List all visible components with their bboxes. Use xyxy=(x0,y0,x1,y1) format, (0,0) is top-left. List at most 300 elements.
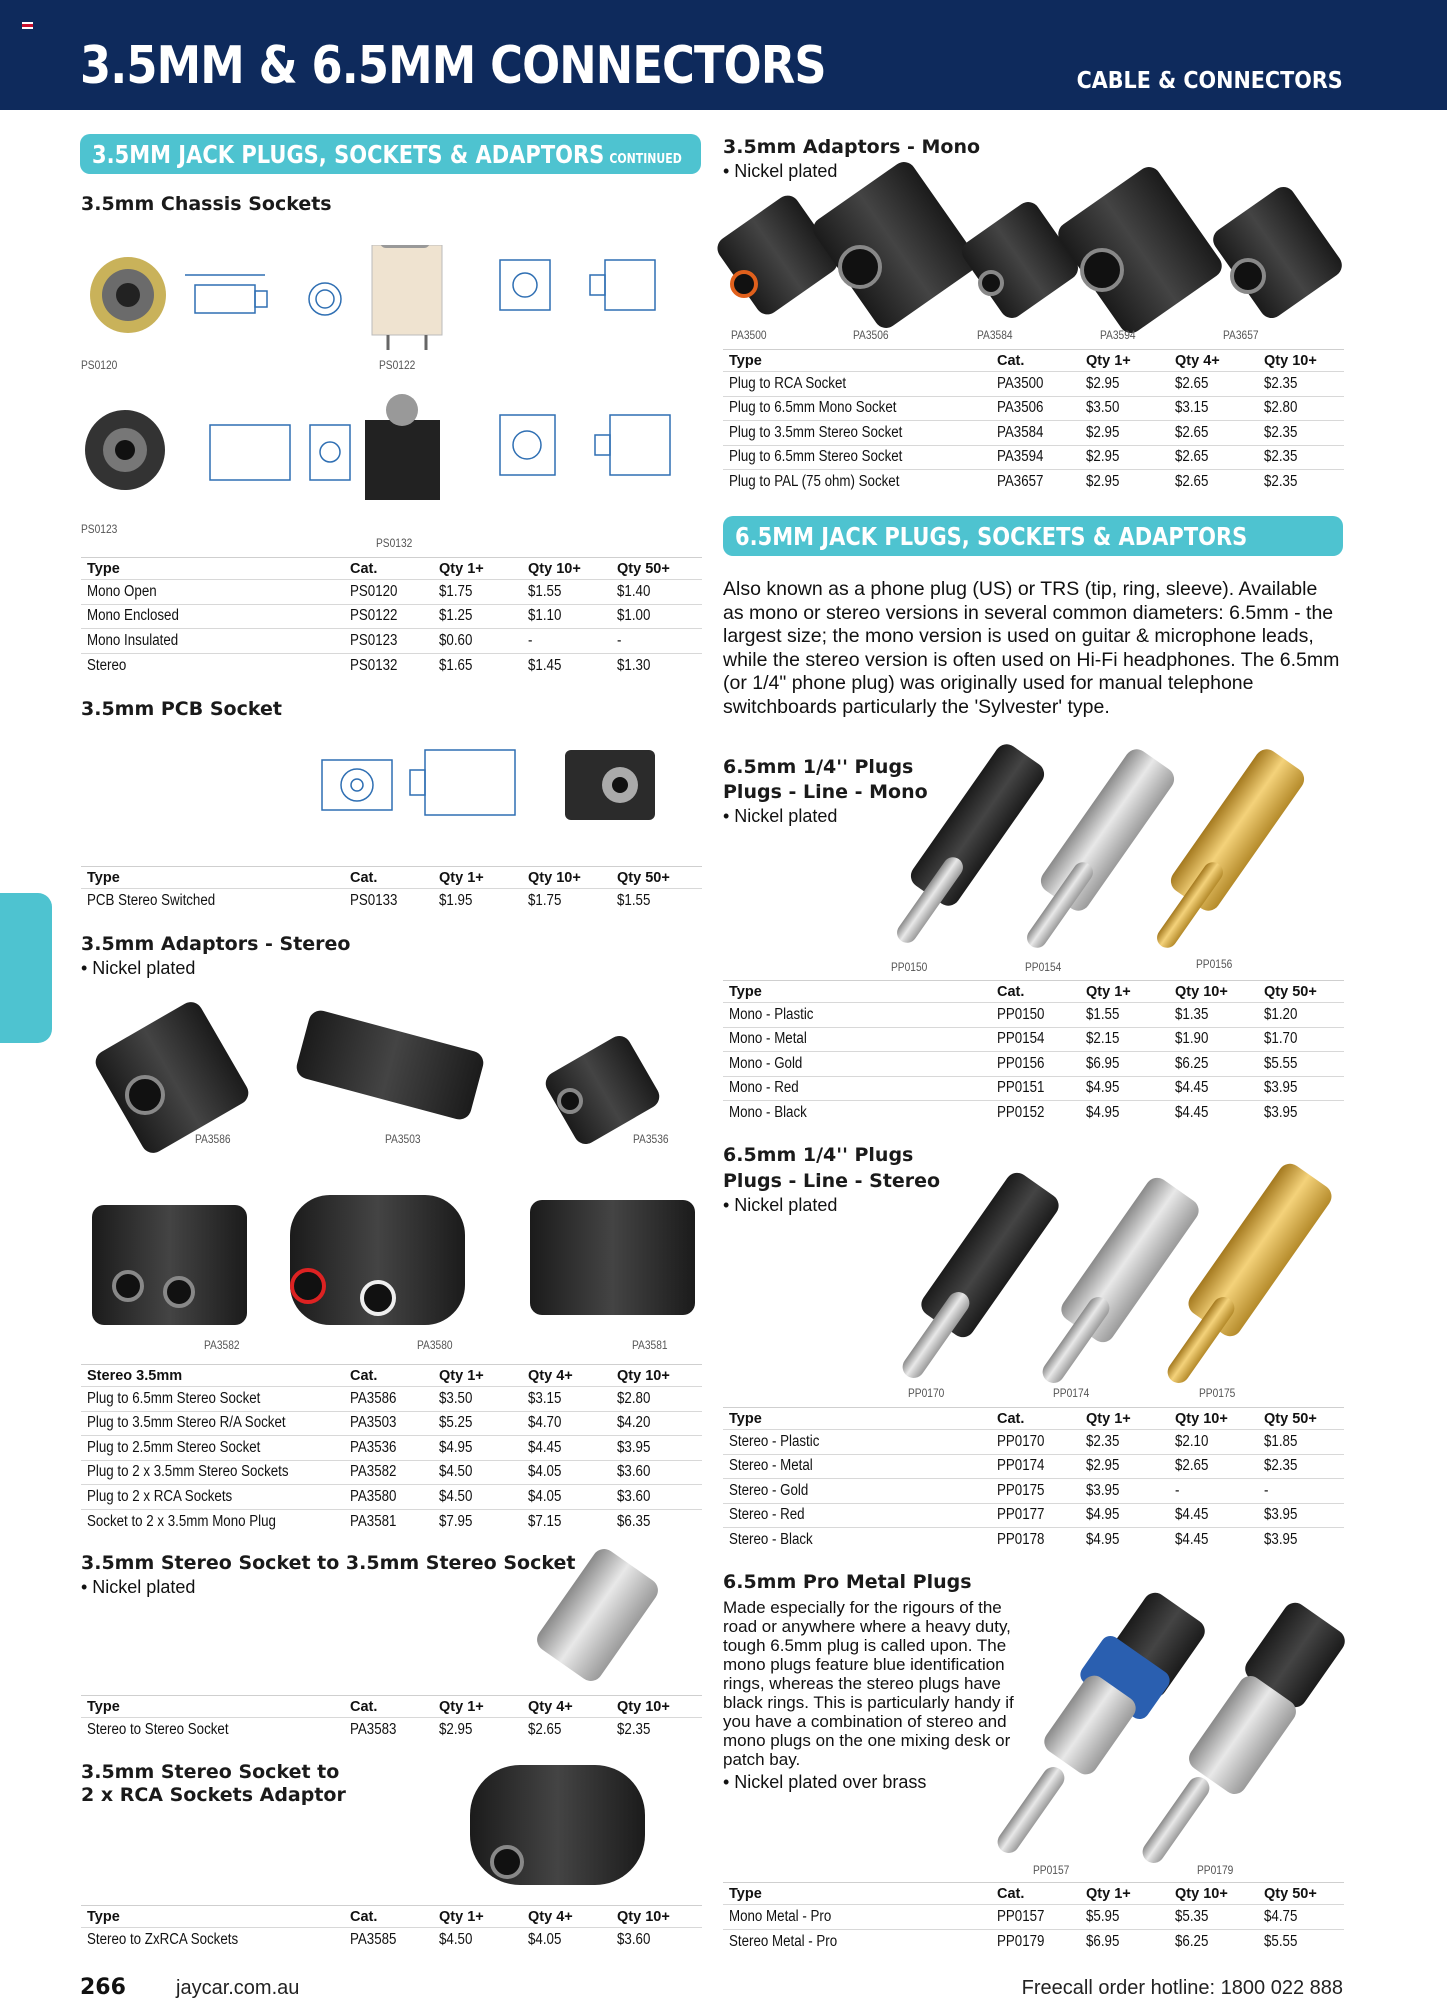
table-header-cell: Type xyxy=(81,1696,344,1718)
table-cell xyxy=(81,1718,344,1743)
table-row xyxy=(723,1076,1344,1101)
table-adaptors-stereo xyxy=(81,1364,702,1534)
cell-text: Mono - Metal xyxy=(729,1030,807,1048)
cell-text: Plug to 2 x RCA Sockets xyxy=(87,1487,233,1505)
table-header-cell: Qty 10+ xyxy=(522,867,611,889)
heading-adaptors-stereo: 3.5mm Adaptors - Stereo xyxy=(81,933,351,955)
table-row xyxy=(81,1718,702,1743)
cell-text: $2.35 xyxy=(1086,1432,1120,1450)
table-header-cell: Qty 50+ xyxy=(1258,981,1344,1003)
table-cell xyxy=(1169,1101,1258,1126)
cell-text: $6.95 xyxy=(1086,1932,1120,1950)
cell-text: $3.95 xyxy=(1264,1104,1298,1121)
table-cell xyxy=(522,1436,611,1461)
table-cell xyxy=(991,1430,1080,1455)
cell-text: $3.95 xyxy=(1264,1079,1298,1097)
table-cell xyxy=(433,1387,522,1412)
table-header-cell: Qty 50+ xyxy=(611,867,702,889)
table-cell xyxy=(1080,1454,1169,1479)
table-header-cell: Qty 1+ xyxy=(1080,350,1169,372)
table-cell xyxy=(991,396,1080,421)
table-cell xyxy=(723,1003,991,1028)
cell-text: Stereo - Gold xyxy=(729,1481,809,1499)
table-cell xyxy=(1080,372,1169,397)
caption-pa3500: PA3500 xyxy=(731,328,767,342)
table-header-cell: Qty 10+ xyxy=(1169,981,1258,1003)
cell-text: Stereo - Black xyxy=(729,1531,813,1548)
cell-text: Plug to 6.5mm Stereo Socket xyxy=(729,448,903,466)
table-cell xyxy=(991,1003,1080,1028)
cell-text: PA3503 xyxy=(350,1414,397,1432)
cell-text: $5.55 xyxy=(1264,1054,1298,1072)
caption-ps0123: PS0123 xyxy=(81,522,118,536)
cell-text: $4.45 xyxy=(1175,1104,1209,1121)
heading-mono-plugs-2: Plugs - Line - Mono xyxy=(723,781,928,803)
cell-text: $3.95 xyxy=(617,1438,651,1456)
chassis-socket-drawings xyxy=(80,245,700,545)
table-header-cell: Type xyxy=(81,1906,344,1928)
cell-text: $2.65 xyxy=(528,1721,562,1738)
cell-text: $3.95 xyxy=(1264,1531,1298,1548)
table-cell xyxy=(991,1905,1080,1930)
cell-text: $2.65 xyxy=(1175,473,1209,490)
cell-text: $2.65 xyxy=(1175,448,1209,466)
cell-text: $3.95 xyxy=(1086,1481,1120,1499)
cell-text: PS0133 xyxy=(350,892,398,909)
website-url[interactable]: jaycar.com.au xyxy=(176,1977,300,1999)
heading-stereo-plugs-1: 6.5mm 1/4'' Plugs xyxy=(723,1144,914,1166)
cell-text: $4.45 xyxy=(528,1438,562,1456)
cell-text: $1.10 xyxy=(528,607,562,625)
cell-text: $2.15 xyxy=(1086,1030,1120,1048)
table-cell xyxy=(1169,1528,1258,1553)
cell-text: $1.85 xyxy=(1264,1432,1298,1450)
cell-text: $5.35 xyxy=(1175,1907,1209,1925)
table-cell xyxy=(723,1929,991,1954)
table-cell xyxy=(611,1928,702,1953)
heading-stereo-socket-to-socket: 3.5mm Stereo Socket to 3.5mm Stereo Socket xyxy=(81,1552,576,1574)
table-cell xyxy=(611,1485,702,1510)
cell-text: $1.75 xyxy=(439,582,473,600)
table-header-cell: Qty 10+ xyxy=(611,1696,702,1718)
table-cell xyxy=(991,1929,1080,1954)
table-cell xyxy=(344,580,433,605)
cell-text: $4.45 xyxy=(1175,1531,1209,1548)
page-header xyxy=(0,0,1447,110)
caption-pp0179: PP0179 xyxy=(1197,1863,1234,1877)
cell-text: $2.35 xyxy=(617,1721,651,1738)
cell-text: $2.95 xyxy=(1086,1457,1120,1475)
table-cell xyxy=(1169,1454,1258,1479)
cell-text: $3.60 xyxy=(617,1931,651,1948)
cell-text: $1.45 xyxy=(528,656,562,674)
cell-text: Mono - Red xyxy=(729,1079,799,1097)
table-header-cell: Type xyxy=(81,867,344,889)
caption-ps0132: PS0132 xyxy=(376,536,413,550)
cell-text: $3.50 xyxy=(1086,399,1120,417)
caption-pp0170: PP0170 xyxy=(908,1386,945,1400)
cell-text: $2.35 xyxy=(1264,473,1298,490)
table-cell xyxy=(522,1509,611,1534)
cell-text: $4.05 xyxy=(528,1487,562,1505)
cell-text: - xyxy=(528,631,533,649)
table-header-cell: Qty 4+ xyxy=(522,1365,611,1387)
cell-text: Plug to 3.5mm Stereo R/A Socket xyxy=(87,1414,286,1432)
table-cell xyxy=(611,1718,702,1743)
table-cell xyxy=(522,604,611,629)
table-cell xyxy=(611,1387,702,1412)
table-header-cell: Cat. xyxy=(991,1883,1080,1905)
cell-text: PA3536 xyxy=(350,1438,397,1456)
cell-text: $4.45 xyxy=(1175,1079,1209,1097)
caption-ps0122: PS0122 xyxy=(379,358,416,372)
table-cell xyxy=(723,396,991,421)
cell-text: $0.60 xyxy=(439,631,473,649)
cell-text: $4.95 xyxy=(1086,1506,1120,1524)
table-cell xyxy=(1080,445,1169,470)
table-cell xyxy=(1258,1003,1344,1028)
caption-pp0154: PP0154 xyxy=(1025,960,1062,974)
table-cell xyxy=(1169,1503,1258,1528)
cell-text: $1.70 xyxy=(1264,1030,1298,1048)
table-cell xyxy=(81,1485,344,1510)
rca-socket-hole xyxy=(490,1845,524,1879)
cell-text: Plug to 6.5mm Stereo Socket xyxy=(87,1389,261,1407)
caption-pp0175: PP0175 xyxy=(1199,1386,1236,1400)
table-mono-plugs xyxy=(723,980,1344,1125)
table-cell xyxy=(81,1436,344,1461)
table-row xyxy=(81,580,702,605)
cell-text: $1.20 xyxy=(1264,1005,1298,1023)
table-cell xyxy=(723,1027,991,1052)
table-cell xyxy=(723,1503,991,1528)
table-row xyxy=(81,1509,702,1534)
table-cell xyxy=(991,445,1080,470)
table-cell xyxy=(1080,1027,1169,1052)
table-row xyxy=(723,421,1344,446)
cell-text: $1.55 xyxy=(617,892,651,909)
table-cell xyxy=(433,1928,522,1953)
table-header xyxy=(81,1365,702,1387)
caption-pa3536: PA3536 xyxy=(633,1132,669,1146)
table-cell xyxy=(611,889,702,914)
table-cell xyxy=(723,1101,991,1126)
table-header-cell: Qty 1+ xyxy=(433,1365,522,1387)
table-cell xyxy=(433,889,522,914)
table-cell xyxy=(1169,470,1258,495)
cell-text: $6.35 xyxy=(617,1512,651,1530)
table-cell xyxy=(344,1928,433,1953)
table-cell xyxy=(1169,372,1258,397)
cell-text: $2.80 xyxy=(1264,399,1298,417)
table-pro-metal-plugs xyxy=(723,1882,1344,1954)
table-cell xyxy=(1258,396,1344,421)
table-header xyxy=(723,1408,1344,1430)
cell-text: Mono Metal - Pro xyxy=(729,1907,832,1925)
cell-text: PA3580 xyxy=(350,1487,397,1505)
caption-pp0156: PP0156 xyxy=(1196,957,1233,971)
table-cell xyxy=(1080,1528,1169,1553)
table-header-cell: Qty 1+ xyxy=(433,1906,522,1928)
heading-rca-adaptor-1: 3.5mm Stereo Socket to xyxy=(81,1761,340,1783)
table-cell xyxy=(723,1454,991,1479)
table-cell xyxy=(522,1485,611,1510)
table-row xyxy=(723,1430,1344,1455)
table-header xyxy=(723,350,1344,372)
cell-text: $3.50 xyxy=(439,1389,473,1407)
table-header-cell: Qty 10+ xyxy=(611,1365,702,1387)
table-cell xyxy=(1258,1479,1344,1504)
intro-paragraph: Also known as a phone plug (US) or TRS (tip, ring, sleeve). Available as mono or stereo versions in several common diameters: 6.5mm - the largest size; the mono version is used on guitar & microphone leads, while the stereo version is often used on Hi-Fi headphones. The 6.5mm (or 1/4" phone plug) was originally used for manual telephone switchboards particularly the 'Sylvester' type. xyxy=(723,578,1340,718)
col-type: Type xyxy=(81,558,344,580)
cell-text: $4.05 xyxy=(528,1463,562,1481)
page-title: 3.5MM & 6.5MM CONNECTORS xyxy=(80,36,826,96)
table-cell xyxy=(1169,445,1258,470)
table-row xyxy=(81,604,702,629)
caption-pa3580: PA3580 xyxy=(417,1338,453,1352)
cell-text: Mono - Gold xyxy=(729,1054,803,1072)
table-cell xyxy=(344,1509,433,1534)
table-row xyxy=(723,372,1344,397)
table-cell xyxy=(344,629,433,654)
table-cell xyxy=(433,1436,522,1461)
cell-text: $2.35 xyxy=(1264,448,1298,466)
table-cell xyxy=(991,1101,1080,1126)
table-cell xyxy=(1169,1479,1258,1504)
cell-text: $1.95 xyxy=(439,892,473,909)
table-cell xyxy=(1080,1929,1169,1954)
pcb-socket-drawing xyxy=(300,730,700,855)
table-cell xyxy=(433,580,522,605)
cell-text: PP0151 xyxy=(997,1079,1045,1097)
table-cell xyxy=(1080,1101,1169,1126)
table-row xyxy=(723,1503,1344,1528)
table-cell xyxy=(723,1479,991,1504)
cell-text: $3.95 xyxy=(1264,1506,1298,1524)
cell-text: $4.75 xyxy=(1264,1907,1298,1925)
table-cell xyxy=(1258,1929,1344,1954)
cell-text: $2.95 xyxy=(1086,423,1120,441)
table-cell xyxy=(723,1528,991,1553)
cell-text: $3.60 xyxy=(617,1463,651,1481)
table-cell xyxy=(991,1076,1080,1101)
cell-text: - xyxy=(1264,1481,1269,1499)
cell-text: PA3585 xyxy=(350,1931,397,1948)
table-cell xyxy=(344,653,433,678)
table-cell xyxy=(1258,1027,1344,1052)
table-cell xyxy=(81,1387,344,1412)
cell-text: Stereo to Stereo Socket xyxy=(87,1721,229,1738)
cell-text: Plug to 2 x 3.5mm Stereo Sockets xyxy=(87,1463,289,1481)
table-stereo-plugs xyxy=(723,1407,1344,1552)
cell-text: Stereo - Metal xyxy=(729,1457,813,1475)
caption-pa3657: PA3657 xyxy=(1223,328,1259,342)
cell-text: $7.15 xyxy=(528,1512,562,1530)
cell-text: $6.25 xyxy=(1175,1932,1209,1950)
cell-text: Plug to PAL (75 ohm) Socket xyxy=(729,473,900,490)
heading-chassis-sockets: 3.5mm Chassis Sockets xyxy=(81,193,332,215)
cell-text: $2.95 xyxy=(1086,374,1120,392)
table-cell xyxy=(1080,1905,1169,1930)
cell-text: $4.50 xyxy=(439,1487,473,1505)
table-cell xyxy=(991,470,1080,495)
table-cell xyxy=(1080,1503,1169,1528)
table-cell xyxy=(1258,445,1344,470)
table-cell xyxy=(1258,1430,1344,1455)
table-cell xyxy=(1169,1076,1258,1101)
table-cell xyxy=(1169,1003,1258,1028)
cell-text: PP0179 xyxy=(997,1932,1045,1950)
table-header xyxy=(723,981,1344,1003)
cell-text: Stereo Metal - Pro xyxy=(729,1932,838,1950)
table-header-cell: Qty 10+ xyxy=(1258,350,1344,372)
table-cell xyxy=(991,421,1080,446)
table-header-cell: Cat. xyxy=(991,1408,1080,1430)
table-header-cell: Cat. xyxy=(991,981,1080,1003)
cell-text: Plug to 3.5mm Stereo Socket xyxy=(729,423,903,441)
table-cell xyxy=(81,580,344,605)
caption-pp0174: PP0174 xyxy=(1053,1386,1090,1400)
table-cell xyxy=(433,1509,522,1534)
cell-text: $1.35 xyxy=(1175,1005,1209,1023)
cell-text: Mono Open xyxy=(87,582,157,600)
table-header-cell: Qty 4+ xyxy=(1169,350,1258,372)
bullet-nickel-plated: • Nickel plated xyxy=(81,1577,196,1597)
cell-text: Mono - Plastic xyxy=(729,1005,814,1023)
table-header-cell: Qty 50+ xyxy=(1258,1883,1344,1905)
cell-text: $2.35 xyxy=(1264,423,1298,441)
table-cell xyxy=(991,372,1080,397)
cell-text: PP0175 xyxy=(997,1481,1045,1499)
table-cell xyxy=(991,1503,1080,1528)
table-cell xyxy=(522,1387,611,1412)
bullet-nickel-plated: • Nickel plated xyxy=(81,958,196,978)
cell-text: $1.75 xyxy=(528,892,562,909)
cell-text: $1.90 xyxy=(1175,1030,1209,1048)
table-row xyxy=(81,1436,702,1461)
table-cell xyxy=(433,604,522,629)
table-cell xyxy=(1258,372,1344,397)
table-cell xyxy=(344,1460,433,1485)
cell-text: Plug to 6.5mm Mono Socket xyxy=(729,399,897,417)
cell-text: - xyxy=(1175,1481,1180,1499)
cell-text: PP0150 xyxy=(997,1005,1045,1023)
table-header-cell: Qty 4+ xyxy=(522,1696,611,1718)
table-cell xyxy=(522,889,611,914)
heading-pcb-socket: 3.5mm PCB Socket xyxy=(81,698,282,720)
cell-text: PS0132 xyxy=(350,656,398,674)
table-header-cell: Stereo 3.5mm xyxy=(81,1365,344,1387)
table-cell xyxy=(81,1509,344,1534)
heading-rca-adaptor-2: 2 x RCA Sockets Adaptor xyxy=(81,1784,346,1806)
table-row xyxy=(81,1928,702,1953)
table-row xyxy=(723,1027,1344,1052)
table-row xyxy=(723,1101,1344,1126)
table-row xyxy=(723,1528,1344,1553)
table-row xyxy=(81,889,702,914)
cell-text: PP0178 xyxy=(997,1531,1045,1548)
cell-text: PA3657 xyxy=(997,473,1044,490)
cell-text: $1.00 xyxy=(617,607,651,625)
table-cell xyxy=(522,1411,611,1436)
table-cell xyxy=(433,1460,522,1485)
table-cell xyxy=(344,1436,433,1461)
table-header-cell: Cat. xyxy=(344,1696,433,1718)
table-chassis-sockets xyxy=(81,557,702,678)
table-cell xyxy=(81,604,344,629)
table-header xyxy=(723,1883,1344,1905)
cell-text: PP0170 xyxy=(997,1432,1045,1450)
table-cell xyxy=(611,1436,702,1461)
cell-text: $1.65 xyxy=(439,656,473,674)
table-cell xyxy=(433,1485,522,1510)
table-cell xyxy=(81,1460,344,1485)
table-header xyxy=(81,1906,702,1928)
cell-text: PP0177 xyxy=(997,1506,1045,1524)
table-cell xyxy=(81,653,344,678)
caption-pp0157: PP0157 xyxy=(1033,1863,1070,1877)
table-cell xyxy=(723,470,991,495)
table-cell xyxy=(1080,470,1169,495)
table-row xyxy=(81,1411,702,1436)
cell-text: $4.05 xyxy=(528,1931,562,1948)
table-cell xyxy=(1080,421,1169,446)
table-cell xyxy=(1169,421,1258,446)
cell-text: Mono Insulated xyxy=(87,631,179,649)
table-row xyxy=(81,629,702,654)
cell-text: PS0123 xyxy=(350,631,398,649)
section-label: CABLE & CONNECTORS xyxy=(1076,68,1343,94)
table-cell xyxy=(611,604,702,629)
table-row xyxy=(81,1460,702,1485)
bullet-nickel-over-brass: • Nickel plated over brass xyxy=(723,1772,927,1792)
table-header-cell: Qty 10+ xyxy=(1169,1408,1258,1430)
cell-text: $1.30 xyxy=(617,656,651,674)
table-cell xyxy=(522,653,611,678)
table-header-cell: Qty 10+ xyxy=(611,1906,702,1928)
table-header xyxy=(81,558,702,580)
caption-pa3582: PA3582 xyxy=(204,1338,240,1352)
cell-text: PA3583 xyxy=(350,1721,397,1738)
table-row xyxy=(81,1485,702,1510)
section-banner-35mm: 3.5MM JACK PLUGS, SOCKETS & ADAPTORS CONTINUED xyxy=(80,134,701,174)
table-cell xyxy=(723,1905,991,1930)
cell-text: - xyxy=(617,631,622,649)
cell-text: $3.15 xyxy=(1175,399,1209,417)
table-row xyxy=(723,1454,1344,1479)
table-cell xyxy=(522,629,611,654)
heading-stereo-plugs-2: Plugs - Line - Stereo xyxy=(723,1170,941,1192)
bullet-nickel-plated: • Nickel plated xyxy=(723,806,838,826)
cell-text: Stereo - Plastic xyxy=(729,1432,820,1450)
table-cell xyxy=(81,1411,344,1436)
table-cell xyxy=(1169,396,1258,421)
cell-text: PP0157 xyxy=(997,1907,1045,1925)
col-qty10: Qty 10+ xyxy=(522,558,611,580)
table-cell xyxy=(723,1052,991,1077)
table-cell xyxy=(991,1052,1080,1077)
table-cell xyxy=(991,1454,1080,1479)
table-cell xyxy=(1080,1052,1169,1077)
table-cell xyxy=(991,1479,1080,1504)
cell-text: PA3584 xyxy=(997,423,1044,441)
table-cell xyxy=(1080,1076,1169,1101)
table-cell xyxy=(522,580,611,605)
cell-text: PA3506 xyxy=(997,399,1044,417)
table-cell xyxy=(1169,1027,1258,1052)
freecall-hotline: Freecall order hotline: 1800 022 888 xyxy=(1021,1977,1343,1999)
caption-pa3581: PA3581 xyxy=(632,1338,668,1352)
